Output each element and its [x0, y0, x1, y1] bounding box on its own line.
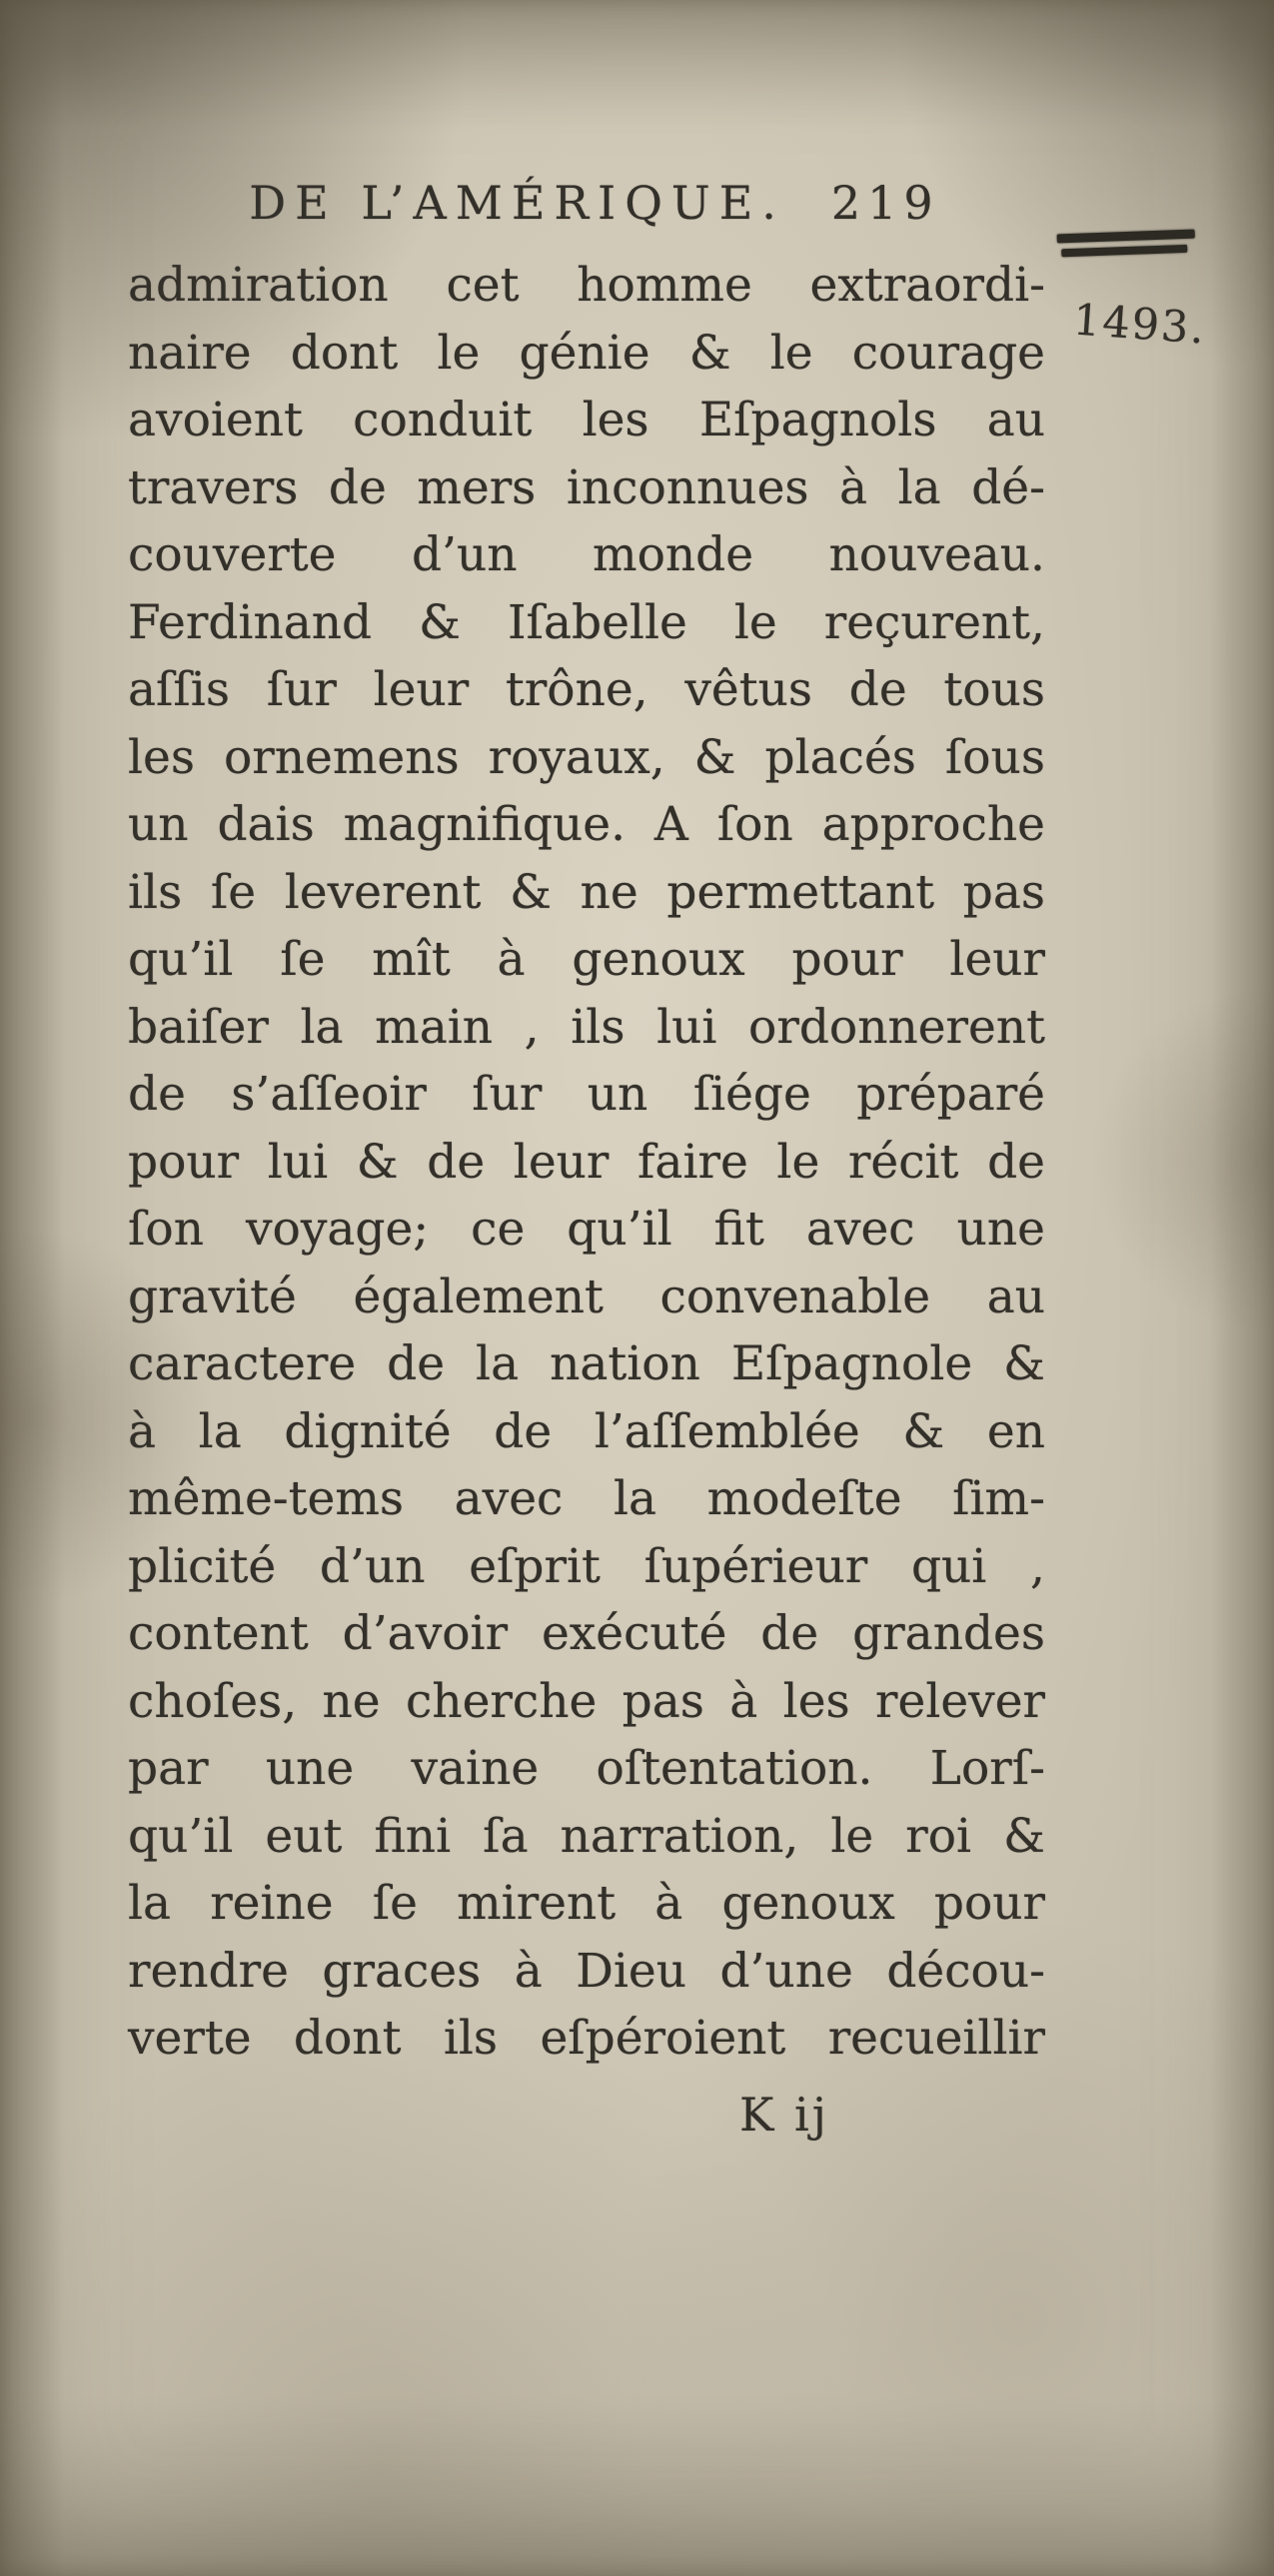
- body-line: par une vaine oſtentation. Lorſ-: [128, 1741, 1045, 1796]
- margin-rule-bar: [1061, 245, 1187, 257]
- running-head: [150, 176, 1039, 230]
- margin-note-year: 1493.: [1071, 295, 1208, 355]
- body-line: avoient conduit les Eſpagnols au: [128, 393, 1045, 447]
- body-line: baiſer la main , ils lui ordonnerent: [128, 999, 1045, 1055]
- body-line: caractere de la nation Eſpagnole &: [128, 1336, 1045, 1391]
- body-line: de s’aſſeoir ſur un ſiége préparé: [128, 1067, 1045, 1122]
- margin-rule-bar: [1057, 230, 1195, 244]
- body-line: les ornemens royaux, & placés ſous: [128, 729, 1045, 785]
- body-line: choſes, ne cherche pas à les relever: [128, 1673, 1045, 1729]
- body-line: rendre graces à Dieu d’une décou-: [128, 1943, 1045, 1999]
- body-line: naire dont le génie & le courage: [128, 325, 1045, 381]
- body-line: à la dignité de l’aſſemblée & en: [128, 1403, 1045, 1459]
- body-line: Ferdinand & Iſabelle le reçurent,: [128, 594, 1045, 650]
- margin-double-rule: [1057, 230, 1196, 258]
- body-line: un dais magnifique. A ſon approche: [128, 797, 1045, 852]
- body-line: la reine ſe mirent à genoux pour: [128, 1876, 1045, 1931]
- signature-mark: K ij: [739, 2088, 829, 2142]
- body-text: [128, 252, 1045, 2073]
- body-line: aſſis ſur leur trône, vêtus de tous: [128, 662, 1045, 717]
- body-line: plicité d’un eſprit ſupérieur qui ,: [128, 1538, 1045, 1594]
- body-line: même-tems avec la modeſte ſim-: [128, 1471, 1045, 1526]
- body-line: ils ſe leverent & ne permettant pas: [128, 864, 1045, 920]
- body-line: travers de mers inconnues à la dé-: [128, 459, 1045, 515]
- body-line: ſon voyage; ce qu’il fit avec une: [128, 1202, 1045, 1257]
- body-line: gravité également convenable au: [128, 1269, 1045, 1324]
- body-line: qu’il ſe mît à genoux pour leur: [128, 932, 1045, 987]
- body-line: pour lui & de leur faire le récit de: [128, 1134, 1045, 1190]
- body-line: verte dont ils eſpéroient recueillir: [128, 2011, 1045, 2066]
- body-line: content d’avoir exécuté de grandes: [128, 1606, 1045, 1661]
- running-head-title: DE L’AMÉRIQUE.: [249, 176, 785, 230]
- body-line: admiration cet homme extraordi-: [128, 258, 1045, 313]
- body-line: couverte d’un monde nouveau.: [128, 527, 1045, 582]
- page-number: 219: [830, 176, 940, 230]
- body-line: qu’il eut fini ſa narration, le roi &: [128, 1808, 1045, 1864]
